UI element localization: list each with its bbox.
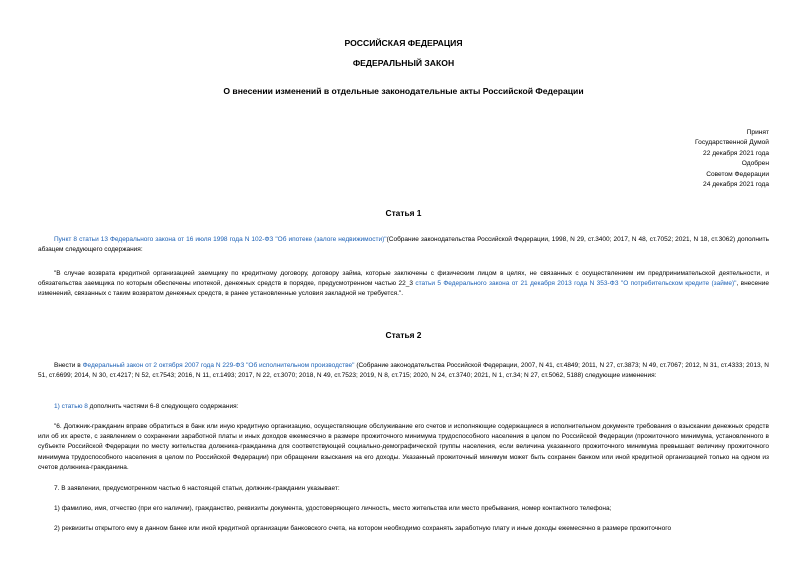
article-1-paragraph-2 <box>38 269 769 300</box>
paragraph-text: Внести в <box>54 362 83 369</box>
paragraph-text: "В случае возврата кредитной организацией заемщику по кредитному договору, договору займа, которые заключены с физическим лицом в целях, не связанных с осуществлением им предпринимательской деятельности, и обязательства заемщика по которым обеспечены ипотекой, денежных средств в порядке, предусмотренном частью 22_3 <box>38 270 769 288</box>
article-2-part-7-item-2: 2) реквизиты открытого ему в данном банке или иной кредитной организации банковского счета, на котором необходимо сохранять заработную плату и иные доходы ежемесячно в размере прожиточного <box>54 525 672 532</box>
article-2-item-1 <box>38 402 769 412</box>
paragraph-text: (Собрание законодательства Российской Федерации, 2007, N 41, ст.4849; 2011, N 27, ст.3873; N 49, ст.7067; 2012, N 31, ст.4333; 2013, N 51, ст.6699; 2014, N 30, ст.4217; N 52, ст.7543; 2016, N 11, ст.1493; 2017, N 22, ст.3070; 2018, N 49, ст.7523; 2019, N 8, ст.715; 2020, N 24, ст.3740; 2021, N 1, ст.34; N 27, ст.5062, 5188) следующие изменения: <box>38 362 769 380</box>
article-2-paragraph-1 <box>38 361 769 381</box>
adoption-line: Принят <box>746 129 769 136</box>
article-2-heading: Статья 2 <box>385 330 422 340</box>
article-2-part-7-item-1: 1) фамилию, имя, отчество (при его наличии), гражданство, реквизиты документа, удостоверяющего личность, место жительства или место пребывания, номер контактного телефона; <box>54 505 612 512</box>
article-2-part-6: "6. Должник-гражданин вправе обратиться в банк или иную кредитную организацию, осуществляющие обслуживание его счетов и исполняющие содержащиеся в исполнительном документе требования о взыскании денежных средств или об их аресте, с заявлением о сохранении заработной платы и иных доходов ежемесячно в размере прожиточного минимума трудоспособного населения в целом по Российской Федерации (прожиточного минимума, установленного в субъекте Российской Федерации по месту жительства должника-гражданина для соответствующей социально-демографической группы населения, если величина указанного прожиточного минимума превышает величину прожиточного минимума трудоспособного населения в целом по Российской Федерации) при обращении взыскания на его доходы. Указанный прожиточный минимум может быть сохранен банком или иной кредитной организацией только на одном из счетов должника-гражданина. <box>38 423 769 471</box>
article-1-paragraph-1 <box>38 235 769 255</box>
article-1-heading: Статья 1 <box>385 208 422 218</box>
law-title: О внесении изменений в отдельные законодательные акты Российской Федерации <box>223 86 584 96</box>
paragraph-text: (Собрание законодательства Российской Федерации, 1998, N 29, ст.3400; 2017, N 48, ст.7052; 2021, N 18, ст.3062) дополнить абзацем следующего содержания: <box>38 236 769 254</box>
adoption-line: Государственной Думой <box>695 139 769 147</box>
article-8-link[interactable]: 1) статью 8 <box>54 403 88 410</box>
article-2-part-7: 7. В заявлении, предусмотренном частью 6 настоящей статьи, должник-гражданин указывает: <box>54 485 340 492</box>
country-heading: РОССИЙСКАЯ ФЕДЕРАЦИЯ <box>344 38 463 48</box>
adoption-block <box>695 128 769 190</box>
paragraph-text: дополнить частями 6-8 следующего содержания: <box>87 403 239 410</box>
enforcement-law-link[interactable]: Федеральный закон от 2 октября 2007 года N 229-ФЗ "Об исполнительном производстве" <box>82 362 355 369</box>
mortgage-law-link[interactable]: Пункт 8 статьи 13 Федерального закона от 16 июля 1998 года N 102-ФЗ "Об ипотеке (залоге недвижимости)" <box>54 236 387 243</box>
approval-line: Советом Федерации <box>706 170 769 178</box>
consumer-credit-law-link[interactable]: статьи 5 Федерального закона от 21 декабря 2013 года N 353-ФЗ "О потребительском кредите (займе)" <box>415 280 737 288</box>
law-type-heading: ФЕДЕРАЛЬНЫЙ ЗАКОН <box>352 58 455 68</box>
adoption-date: 22 декабря 2021 года <box>703 149 769 157</box>
approval-date: 24 декабря 2021 года <box>703 181 769 189</box>
approval-line: Одобрен <box>741 160 769 168</box>
paragraph-text: , внесение изменений, связанных с таким возвратом денежных средств, в ранее установленные условия закладной не требуется.". <box>38 280 769 298</box>
